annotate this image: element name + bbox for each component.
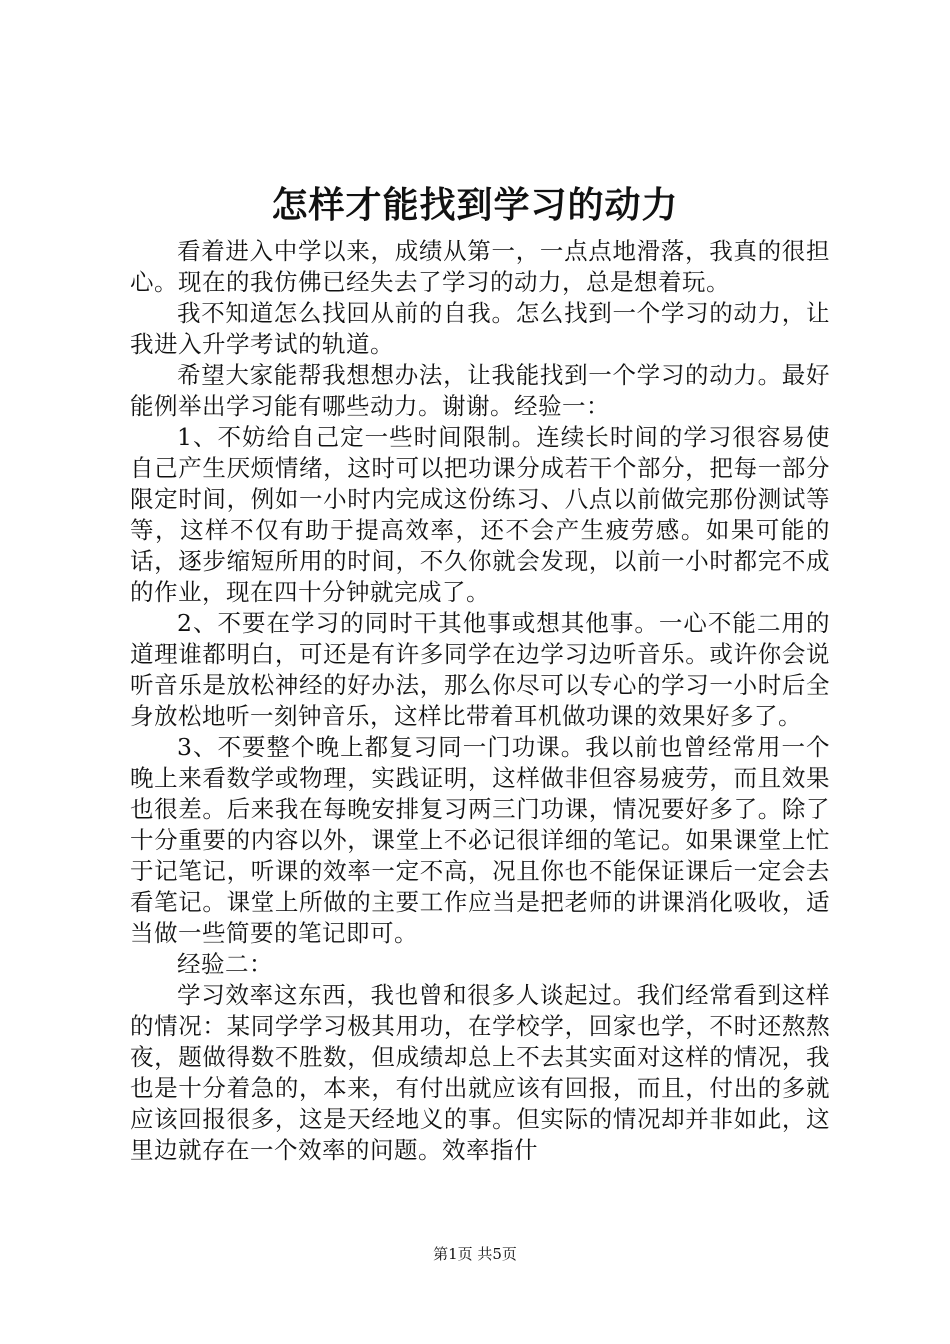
paragraph: 3、不要整个晚上都复习同一门功课。我以前也曾经常用一个晚上来看数学或物理，实践证明，这样做非但容易疲劳，而且效果也很差。后来我在每晚安排复习两三门功课，情况要好多了。除了十分重要的内容以外，课堂上不必记很详细的笔记。如果课堂上忙于记笔记，听课的效率一定不高，况且你也不能保证课后一定会去看笔记。课堂上所做的主要工作应当是把老师的讲课消化吸收，适当做一些简要的笔记即可。: [130, 733, 830, 947]
paragraph: 看着进入中学以来，成绩从第一，一点点地滑落，我真的很担心。现在的我仿佛已经失去了学习的动力，总是想着玩。: [130, 237, 830, 296]
paragraph: 我不知道怎么找回从前的自我。怎么找到一个学习的动力，让我进入升学考试的轨道。: [130, 299, 830, 358]
paragraph: 2、不要在学习的同时干其他事或想其他事。一心不能二用的道理谁都明白，可还是有许多同学在边学习边听音乐。或许你会说听音乐是放松神经的好办法，那么你尽可以专心的学习一小时后全身放松地听一刻钟音乐，这样比带着耳机做功课的效果好多了。: [130, 609, 830, 730]
page-number-footer: 第1页 共5页: [433, 1245, 517, 1263]
document-title: 怎样才能找到学习的动力: [271, 185, 679, 226]
paragraph: 希望大家能帮我想想办法，让我能找到一个学习的动力。最好能例举出学习能有哪些动力。谢谢。经验一：: [130, 361, 830, 420]
document-body: [130, 236, 830, 1166]
paragraph: 学习效率这东西，我也曾和很多人谈起过。我们经常看到这样的情况：某同学学习极其用功，在学校学，回家也学，不时还熬熬夜，题做得数不胜数，但成绩却总上不去其实面对这样的情况，我也是十分着急的，本来，有付出就应该有回报，而且，付出的多就应该回报很多，这是天经地义的事。但实际的情况却并非如此，这里边就存在一个效率的问题。效率指什: [130, 981, 830, 1164]
paragraph: 经验二：: [177, 950, 273, 978]
paragraph: 1、不妨给自己定一些时间限制。连续长时间的学习很容易使自己产生厌烦情绪，这时可以把功课分成若干个部分，把每一部分限定时间，例如一小时内完成这份练习、八点以前做完那份测试等等，这样不仅有助于提高效率，还不会产生疲劳感。如果可能的话，逐步缩短所用的时间，不久你就会发现，以前一小时都完不成的作业，现在四十分钟就完成了。: [130, 423, 830, 606]
